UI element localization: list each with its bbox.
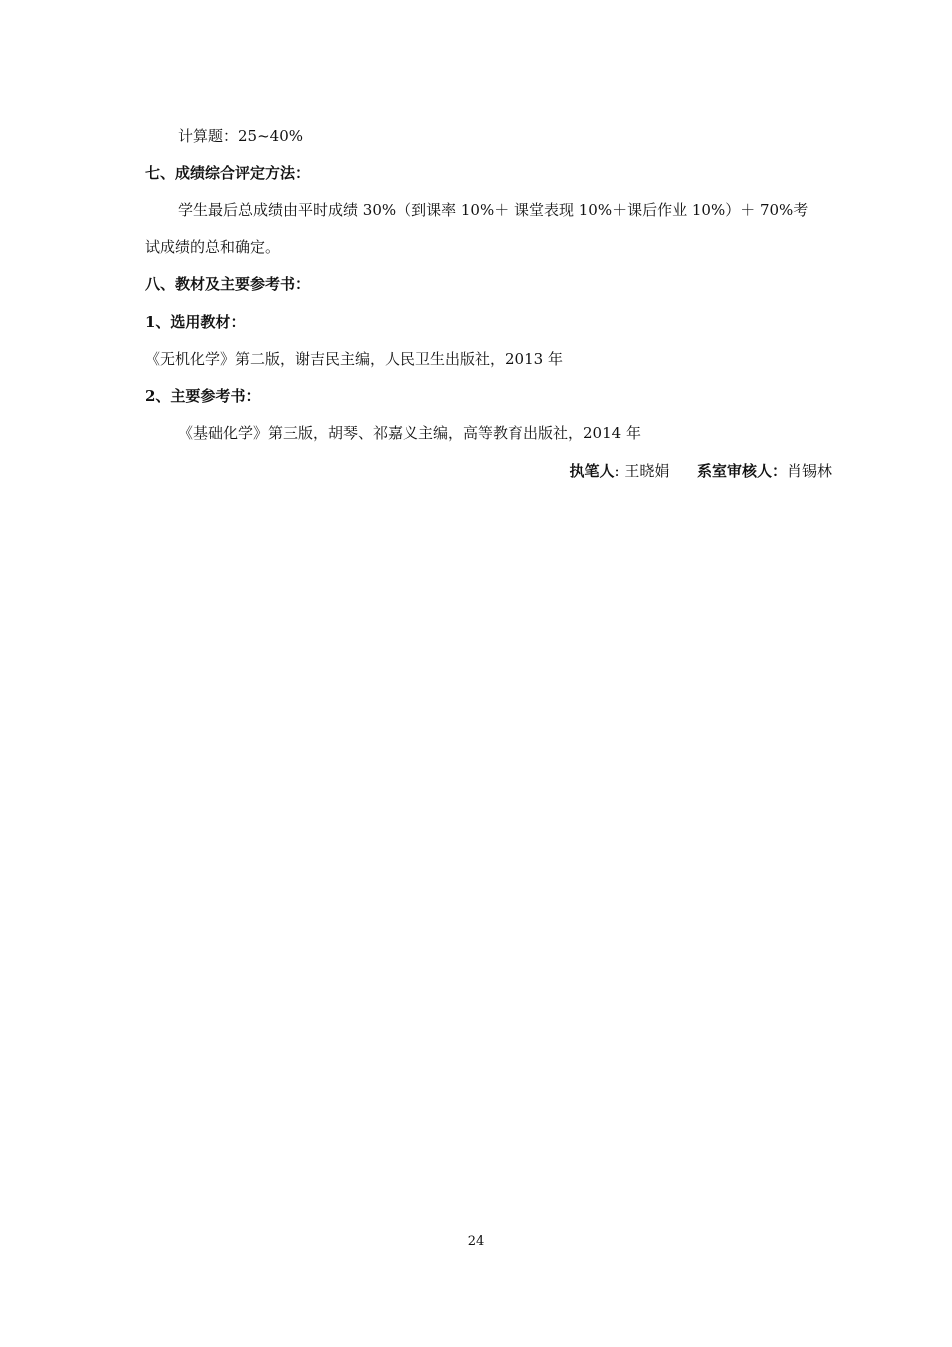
author-name: 王晓娟 xyxy=(624,462,670,480)
section-8-title: 八、教材及主要参考书： xyxy=(145,275,311,293)
calc-question-ratio: 计算题：25~40% xyxy=(178,127,303,145)
section-7-body-line-1: 学生最后总成绩由平时成绩 30%（到课率 10%＋ 课堂表现 10%＋课后作业 10%）＋ 70%考 xyxy=(178,201,809,219)
reviewer-name: 肖锡林 xyxy=(786,462,832,480)
author-separator: : xyxy=(614,462,620,480)
page-number: 24 xyxy=(467,1234,485,1249)
signature-line xyxy=(570,461,832,481)
author-label: 执笔人 xyxy=(569,462,615,480)
subsection-2-title: 2、主要参考书： xyxy=(145,387,261,405)
textbook-entry: 《无机化学》第二版，谢吉民主编，人民卫生出版社，2013 年 xyxy=(145,350,563,368)
reviewer-label: 系室审核人： xyxy=(696,462,787,480)
subsection-1-title: 1、选用教材： xyxy=(145,313,246,331)
reference-book-entry: 《基础化学》第三版，胡琴、祁嘉义主编，高等教育出版社，2014 年 xyxy=(178,424,641,442)
section-7-body-line-2: 试成绩的总和确定。 xyxy=(145,238,281,256)
section-7-title: 七、成绩综合评定方法： xyxy=(145,164,311,182)
